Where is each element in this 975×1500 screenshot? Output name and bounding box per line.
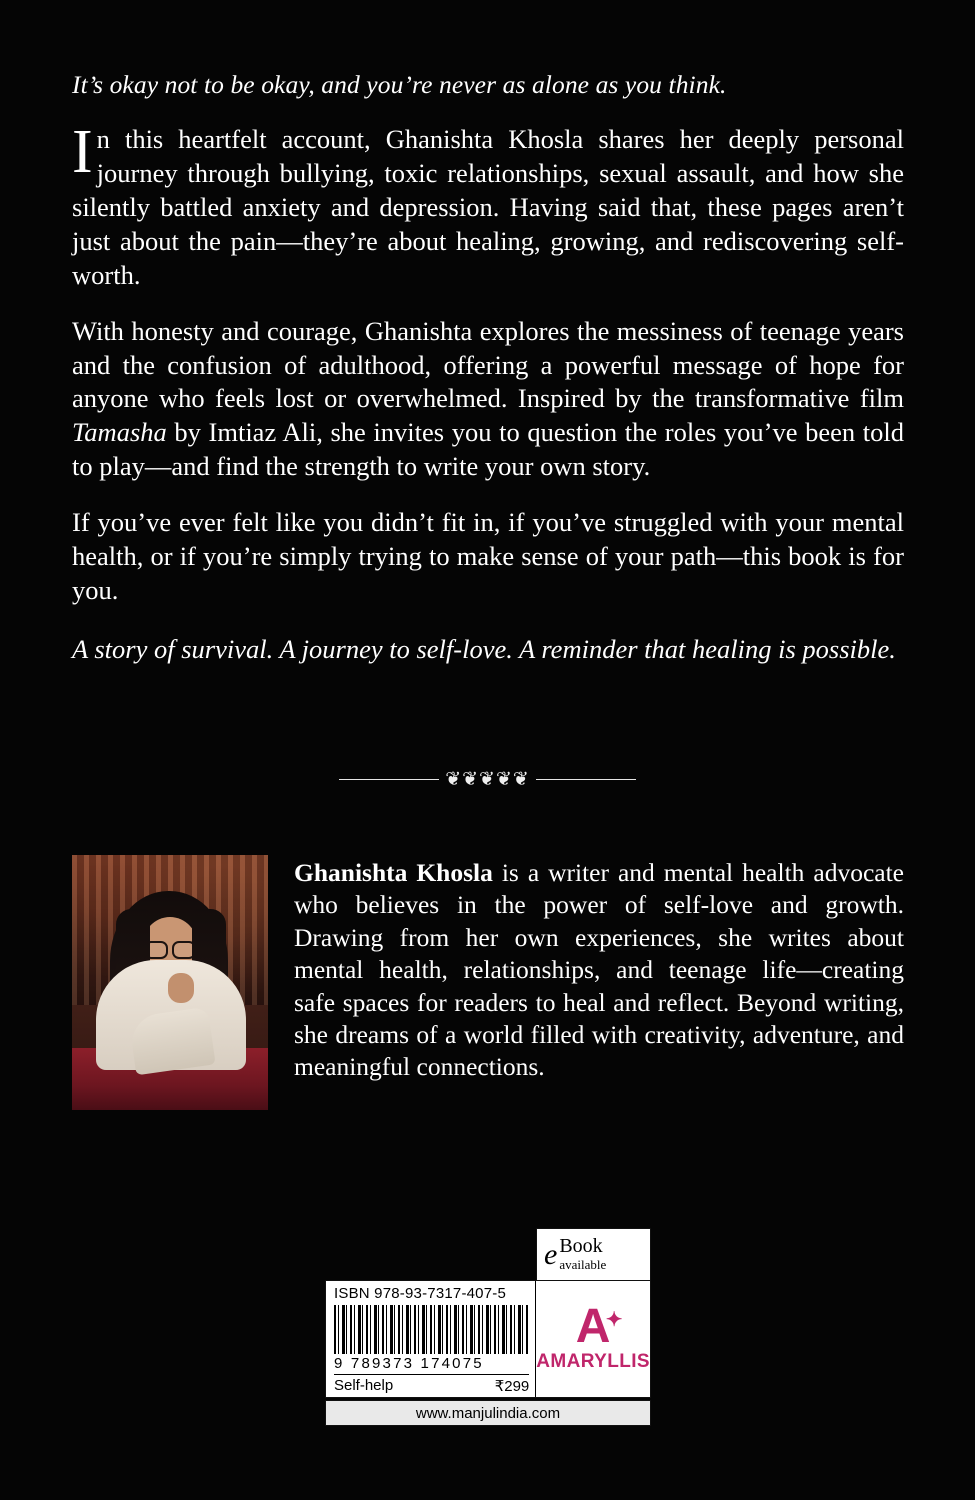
ornament-icon: ❦❦❦❦❦ xyxy=(445,769,530,790)
blurb-paragraph-2-part2: by Imtiaz Ali, she invites you to question the roles you’ve been told to play—and find the strength to write your own story. xyxy=(72,417,904,482)
website-url[interactable]: www.manjulindia.com xyxy=(415,1404,561,1422)
isbn-left-panel xyxy=(326,1281,535,1397)
barcode-digits: 9 789373 174075 xyxy=(334,1355,484,1372)
film-title: Tamasha xyxy=(72,417,167,448)
author-block xyxy=(72,855,904,1110)
divider-line-left xyxy=(339,779,439,780)
isbn-footer xyxy=(334,1374,529,1395)
tagline: It’s okay not to be okay, and you’re never as alone as you think. xyxy=(72,70,727,99)
barcode-icon xyxy=(334,1305,529,1354)
ornamental-divider xyxy=(0,770,975,789)
star-icon: ✦ xyxy=(605,1309,623,1332)
ebook-e-letter: e xyxy=(544,1238,558,1271)
publisher-website-bar[interactable] xyxy=(325,1400,651,1426)
blurb-paragraph-3: If you’ve ever felt like you didn’t fit in, if you’ve struggled with your mental health, or if you’re simply trying to make sense of your path—this book is for you. xyxy=(72,507,904,606)
author-name: Ghanishta Khosla xyxy=(294,858,493,887)
logo-letter-a: A xyxy=(575,1300,611,1354)
ebook-line1: Book xyxy=(559,1235,603,1258)
isbn-number: ISBN 978-93-7317-407-5 xyxy=(334,1285,507,1302)
author-photo xyxy=(72,855,268,1110)
ebook-label xyxy=(559,1236,606,1274)
blurb-paragraph-1 xyxy=(72,118,904,293)
photo-hand xyxy=(168,973,194,1003)
divider-line-right xyxy=(536,779,636,780)
author-bio xyxy=(294,855,904,1084)
photo-glasses xyxy=(144,941,196,956)
publisher-name: AMARYLLIS xyxy=(536,1350,650,1372)
ebook-line2: available xyxy=(559,1257,607,1273)
blurb-paragraph-2-part1: With honesty and courage, Ghanishta explores the messiness of teenage years and the confusion of adulthood, offering a powerful message of hope for anyone who feels lost or overwhelmed. Inspired by the transformative film xyxy=(72,315,904,414)
drop-cap: I xyxy=(72,118,93,187)
author-bio-text: is a writer and mental health advocate who believes in the power of self-love and growth. Drawing from her own experiences, she writes about mental health, relationships, and teenage life—creating safe spaces for readers to heal and reflect. Beyond writing, she dreams of a world filled with creativity, adventure, and meaningful connections. xyxy=(294,858,904,1082)
book-category: Self-help xyxy=(334,1377,394,1394)
blurb-paragraph-2 xyxy=(72,315,904,485)
book-price: ₹299 xyxy=(494,1378,530,1395)
closing-line: A story of survival. A journey to self-love. A reminder that healing is possible. xyxy=(72,633,896,664)
isbn-barcode-box xyxy=(325,1280,651,1398)
publisher-logo-letter xyxy=(575,1300,623,1354)
blurb-content xyxy=(72,68,904,666)
ebook-available-badge xyxy=(536,1228,651,1282)
blurb-paragraph-1-text: n this heartfelt account, Ghanishta Khosla shares her deeply personal journey through bullying, toxic relationships, sexual assault, and how she silently battled anxiety and depression. Having said that, these pages aren’t just about the pain—they’re about healing, growing, and rediscovering self-worth. xyxy=(72,124,904,290)
publisher-logo xyxy=(535,1281,650,1397)
